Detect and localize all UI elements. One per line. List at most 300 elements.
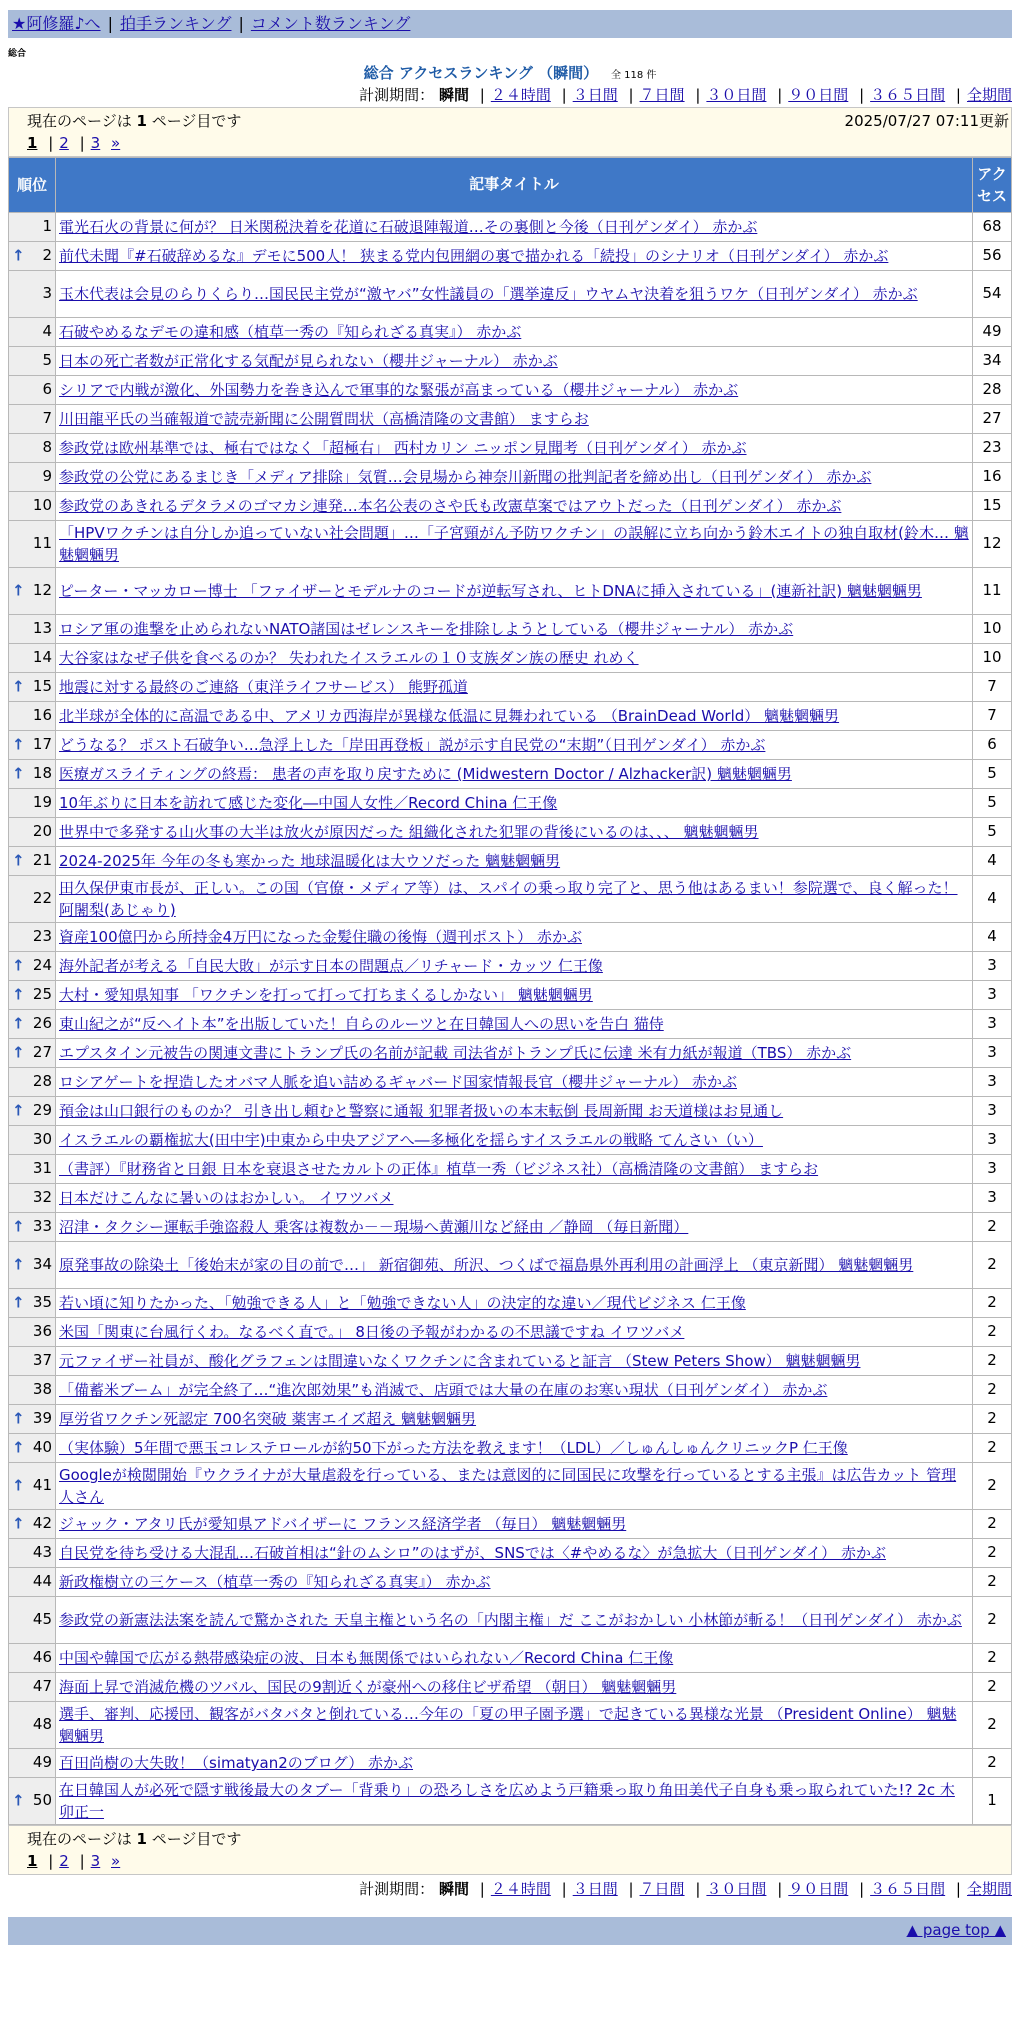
table-row — [9, 1405, 1012, 1434]
table-row — [9, 847, 1012, 876]
table-row — [9, 1463, 1012, 1510]
rank-cell — [9, 242, 56, 271]
article-link[interactable]: 田久保伊東市長が、正しい。この国（官僚・メディア等）は、スパイの乗っ取り完了と、思う他はあるまい！参院選で、良く解った！ 阿闍梨(あじゃり) — [59, 879, 958, 919]
rank-number: 31 — [32, 1159, 52, 1178]
table-row — [9, 242, 1012, 271]
rank-cell — [9, 1463, 56, 1510]
pager-bottom — [8, 1825, 1012, 1875]
rank-cell — [9, 1010, 56, 1039]
table-row — [9, 521, 1012, 568]
title-cell — [56, 818, 973, 847]
updated-timestamp: 2025/07/27 07:11更新 — [844, 112, 1009, 130]
access-count: 3 — [973, 981, 1012, 1010]
table-row — [9, 405, 1012, 434]
title-cell — [56, 318, 973, 347]
title-cell — [56, 568, 973, 615]
article-link[interactable]: 医療ガスライティングの終焉： 患者の声を取り戻すために (Midwestern Doctor / Alzhacker訳) 魑魅魍魎男 — [59, 765, 792, 783]
rank-cell — [9, 1510, 56, 1539]
rank-cell — [9, 1318, 56, 1347]
article-link[interactable]: ジャック・アタリ氏が愛知県アドバイザーに フランス経済学者 （毎日） 魑魅魍魎男 — [59, 1515, 627, 1533]
article-link[interactable]: ロシアゲートを捏造したオバマ人脈を追い詰めるギャバード国家情報長官（櫻井ジャーナル） 赤かぶ — [59, 1073, 737, 1091]
table-row — [9, 702, 1012, 731]
rank-number: 47 — [32, 1677, 52, 1696]
rank-number: 15 — [32, 677, 52, 696]
rank-up-arrow-icon: ↑ — [12, 1438, 25, 1457]
access-count: 10 — [973, 644, 1012, 673]
article-link[interactable]: （実体験）5年間で悪玉コレステロールが約50下がった方法を教えます！（LDL）／しゅんしゅんクリニックP 仁王像 — [59, 1439, 848, 1457]
article-link[interactable]: 在日韓国人が必死で隠す戦後最大のタブー「背乗り」の恐ろしさを広めよう戸籍乗っ取り角田美代子自身も乗っ取られていた!? 2c 木卯正一 — [59, 1781, 955, 1821]
rank-number: 44 — [32, 1572, 52, 1591]
rank-number: 21 — [32, 851, 52, 870]
article-link[interactable]: 大谷家はなぜ子供を食べるのか？ 失われたイスラエルの１０支族ダン族の歴史 れめく — [59, 649, 639, 667]
access-count: 4 — [973, 847, 1012, 876]
access-count: 2 — [973, 1347, 1012, 1376]
table-row — [9, 1289, 1012, 1318]
article-link[interactable]: シリアで内戦が激化、外国勢力を巻き込んで軍事的な緊張が高まっている（櫻井ジャーナル） 赤かぶ — [59, 381, 739, 399]
rank-up-arrow-icon: ↑ — [12, 1791, 25, 1810]
title-cell — [56, 271, 973, 318]
rank-up-arrow-icon: ↑ — [12, 1217, 25, 1236]
pager-top — [8, 107, 1012, 157]
table-row — [9, 1039, 1012, 1068]
title-cell — [56, 673, 973, 702]
rank-number: 10 — [32, 496, 52, 515]
pager-next[interactable]: » — [111, 1852, 121, 1870]
title-cell — [56, 1376, 973, 1405]
period-link-90d[interactable]: ９０日間 — [788, 1880, 849, 1898]
period-link-7d[interactable]: ７日間 — [639, 86, 685, 104]
rank-cell — [9, 1539, 56, 1568]
title-cell — [56, 1155, 973, 1184]
rank-cell — [9, 1702, 56, 1749]
rank-cell — [9, 521, 56, 568]
title-cell — [56, 1749, 973, 1778]
access-count: 4 — [973, 876, 1012, 923]
rank-number: 24 — [32, 956, 52, 975]
access-count: 27 — [973, 405, 1012, 434]
access-count: 7 — [973, 673, 1012, 702]
separator: | — [955, 1880, 961, 1898]
table-row — [9, 318, 1012, 347]
pager-link-2[interactable]: 2 — [59, 134, 69, 152]
table-row — [9, 1242, 1012, 1289]
period-link-all[interactable]: 全期間 — [966, 86, 1012, 104]
page-top-link[interactable]: ▲ page top ▲ — [906, 1921, 1006, 1940]
period-label: 計測期間： — [359, 1880, 435, 1898]
article-link[interactable]: 川田龍平氏の当確報道で読売新聞に公開質問状（高橋清隆の文書館） ますらお — [59, 410, 589, 428]
access-count: 11 — [973, 568, 1012, 615]
separator: | — [628, 1880, 634, 1898]
separator: | — [48, 1852, 54, 1870]
title-cell — [56, 644, 973, 673]
pager-link-3[interactable]: 3 — [90, 134, 101, 152]
title-cell — [56, 923, 973, 952]
access-count: 2 — [973, 1597, 1012, 1644]
rank-cell — [9, 731, 56, 760]
rank-cell — [9, 876, 56, 923]
rank-number: 50 — [32, 1791, 52, 1810]
section-label: 総合 — [8, 49, 27, 59]
separator: | — [628, 86, 634, 104]
article-link[interactable]: 海外記者が考える「自民大敗」が示す日本の問題点／リチャード・カッツ 仁王像 — [59, 957, 603, 975]
title-cell — [56, 1097, 973, 1126]
access-count: 68 — [973, 213, 1012, 242]
article-link[interactable]: 「HPVワクチンは自分しか追っていない社会問題」…「子宮頸がん予防ワクチン」の誤解に立ち向かう鈴木エイトの独自取材(鈴木… 魑魅魍魎男 — [59, 524, 969, 564]
table-row — [9, 876, 1012, 923]
table-row — [9, 1347, 1012, 1376]
separator: | — [561, 1880, 567, 1898]
access-count: 5 — [973, 818, 1012, 847]
table-row — [9, 1539, 1012, 1568]
access-count: 3 — [973, 1097, 1012, 1126]
article-link[interactable]: どうなる？ ポスト石破争い…急浮上した「岸田再登板」説が示す自民党の“末期”（日刊ゲンダイ） 赤かぶ — [59, 736, 766, 754]
page-status-number: 1 — [136, 112, 147, 130]
rank-number: 40 — [32, 1438, 52, 1457]
table-row — [9, 463, 1012, 492]
table-row — [9, 1318, 1012, 1347]
rank-up-arrow-icon: ↑ — [12, 1476, 25, 1495]
article-link[interactable]: 参政党のあきれるデタラメのゴマカシ連発…本名公表のさや氏も改憲草案ではアウトだった（日刊ゲンダイ） 赤かぶ — [59, 497, 842, 515]
period-selector — [8, 83, 1012, 107]
separator: | — [777, 86, 783, 104]
page-status-suffix: ページ目です — [151, 112, 242, 130]
rank-up-arrow-icon: ↑ — [12, 1101, 25, 1120]
top-nav-bar — [8, 10, 1012, 38]
rank-number: 49 — [32, 1753, 52, 1772]
comment-ranking-link[interactable]: コメント数ランキング — [250, 13, 411, 33]
back-link[interactable]: ★阿修羅♪へ — [12, 13, 101, 33]
article-link[interactable]: 自民党を待ち受ける大混乱…石破首相は“針のムシロ”のはずが、SNSでは〈#やめるな〉が急拡大（日刊ゲンダイ） 赤かぶ — [59, 1544, 886, 1562]
article-link[interactable]: 世界中で多発する山火事の大半は放火が原因だった 組織化された犯罪の背後にいるのは、、、 魑魅魍魎男 — [59, 823, 759, 841]
rank-number: 26 — [32, 1014, 52, 1033]
title-cell — [56, 213, 973, 242]
rank-number: 14 — [32, 648, 52, 667]
rank-cell — [9, 1213, 56, 1242]
title-cell — [56, 876, 973, 923]
article-link[interactable]: 10年ぶりに日本を訪れて感じた変化―中国人女性／Record China 仁王像 — [59, 794, 558, 812]
article-link[interactable]: 大村・愛知県知事 「ワクチンを打って打って打ちまくるしかない」 魑魅魍魎男 — [59, 986, 593, 1004]
access-count: 3 — [973, 1126, 1012, 1155]
period-link-30d[interactable]: ３０日間 — [706, 1880, 767, 1898]
separator: | — [561, 86, 567, 104]
rank-number: 38 — [32, 1380, 52, 1399]
period-link-365d[interactable]: ３６５日間 — [870, 86, 946, 104]
table-row — [9, 1213, 1012, 1242]
rank-up-arrow-icon: ↑ — [12, 1014, 25, 1033]
rank-number: 22 — [32, 889, 52, 908]
access-count: 2 — [973, 1644, 1012, 1673]
access-count: 2 — [973, 1702, 1012, 1749]
table-row — [9, 1155, 1012, 1184]
separator: | — [48, 134, 54, 152]
article-link[interactable]: Googleが検閲開始『ウクライナが大量虐殺を行っている、または意図的に同国民に攻撃を行っているとする主張』は広告カット 管理人さん — [59, 1466, 957, 1506]
title-cell — [56, 1010, 973, 1039]
article-link[interactable]: ロシア軍の進撃を止められないNATO諸国はゼレンスキーを排除しようとしている（櫻井ジャーナル） 赤かぶ — [59, 620, 794, 638]
rank-cell — [9, 1126, 56, 1155]
article-link[interactable]: 北半球が全体的に高温である中、アメリカ西海岸が異様な低温に見舞われている （BrainDead World） 魑魅魍魎男 — [59, 707, 840, 725]
rank-cell — [9, 1597, 56, 1644]
table-row — [9, 789, 1012, 818]
rank-number: 23 — [32, 927, 52, 946]
article-link[interactable]: エプスタイン元被告の関連文書にトランプ氏の名前が記載 司法省がトランプ氏に伝達 米有力紙が報道（TBS） 赤かぶ — [59, 1044, 852, 1062]
clap-ranking-link[interactable]: 拍手ランキング — [119, 13, 232, 33]
rank-cell — [9, 1434, 56, 1463]
separator: | — [777, 1880, 783, 1898]
access-count: 23 — [973, 434, 1012, 463]
rank-number: 36 — [32, 1322, 52, 1341]
table-row — [9, 981, 1012, 1010]
title-cell — [56, 434, 973, 463]
article-link[interactable]: （書評）『財務省と日銀 日本を衰退させたカルトの正体』植草一秀（ビジネス社）（高橋清隆の文書館） ますらお — [59, 1160, 819, 1178]
article-link[interactable]: 参政党の新憲法法案を読んで驚かされた 天皇主権という名の「内閣主権」だ ここがおかしい 小林節が斬る！（日刊ゲンダイ） 赤かぶ — [59, 1611, 962, 1629]
title-cell — [56, 521, 973, 568]
table-row — [9, 818, 1012, 847]
access-count: 54 — [973, 271, 1012, 318]
title-cell — [56, 1347, 973, 1376]
access-count: 2 — [973, 1749, 1012, 1778]
period-link-24h[interactable]: ２４時間 — [490, 1880, 551, 1898]
rank-up-arrow-icon: ↑ — [12, 1043, 25, 1062]
article-link[interactable]: 沼津・タクシー運転手強盗殺人 乗客は複数か－－現場へ黄瀬川など経由 ／静岡 （毎日新聞） — [59, 1218, 689, 1236]
article-link[interactable]: 原発事故の除染土「後始末が家の目の前で…」 新宿御苑、所沢、つくばで福島県外再利用の計画浮上 （東京新聞） 魑魅魍魎男 — [59, 1256, 914, 1274]
rank-cell — [9, 644, 56, 673]
article-link[interactable]: 日本の死亡者数が正常化する気配が見られない（櫻井ジャーナル） 赤かぶ — [59, 352, 558, 370]
table-row — [9, 1376, 1012, 1405]
period-link-90d[interactable]: ９０日間 — [788, 86, 849, 104]
article-link[interactable]: 若い頃に知りたかった、「勉強できる人」と「勉強できない人」の決定的な違い／現代ビジネス 仁王像 — [59, 1294, 746, 1312]
article-link[interactable]: 電光石火の背景に何が？ 日米関税決着を花道に石破退陣報道…その裏側と今後（日刊ゲンダイ） 赤かぶ — [59, 218, 758, 236]
rank-cell — [9, 1673, 56, 1702]
title-cell — [56, 1039, 973, 1068]
table-row — [9, 1702, 1012, 1749]
table-row — [9, 271, 1012, 318]
rank-cell — [9, 1039, 56, 1068]
article-link[interactable]: 元ファイザー社員が、酸化グラフェンは間違いなくワクチンに含まれていると証言 （Stew Peters Show） 魑魅魍魎男 — [59, 1352, 861, 1370]
title-cell — [56, 492, 973, 521]
article-link[interactable]: 参政党は欧州基準では、極右ではなく「超極右」 西村カリン ニッポン見聞考（日刊ゲンダイ） 赤かぶ — [59, 439, 747, 457]
pager-next[interactable]: » — [111, 134, 121, 152]
rank-cell — [9, 981, 56, 1010]
title-cell — [56, 1597, 973, 1644]
rank-cell — [9, 1376, 56, 1405]
rank-header: 順位 — [9, 158, 56, 213]
pager-link-2[interactable]: 2 — [59, 1852, 69, 1870]
table-row — [9, 615, 1012, 644]
access-count: 2 — [973, 1318, 1012, 1347]
article-link[interactable]: 「備蓄米ブーム」が完全終了…“進次郎効果”も消滅で、店頭では大量の在庫のお寒い現状（日刊ゲンダイ） 赤かぶ — [59, 1381, 828, 1399]
period-selector-bottom — [8, 1877, 1012, 1901]
access-count: 12 — [973, 521, 1012, 568]
title-cell — [56, 789, 973, 818]
access-count: 3 — [973, 1010, 1012, 1039]
article-link[interactable]: 参政党の公党にあるまじき「メディア排除」気質…会見場から神奈川新聞の批判記者を締め出し（日刊ゲンダイ） 赤かぶ — [59, 468, 872, 486]
article-link[interactable]: 中国や韓国で広がる熱帯感染症の波、日本も無関係ではいられない／Record China 仁王像 — [59, 1649, 674, 1667]
separator: | — [479, 1880, 485, 1898]
rank-number: 27 — [32, 1043, 52, 1062]
article-link[interactable]: 2024-2025年 今年の冬も寒かった 地球温暖化は大ウソだった 魑魅魍魎男 — [59, 852, 561, 870]
table-row — [9, 1068, 1012, 1097]
rank-cell — [9, 1347, 56, 1376]
rank-number: 35 — [32, 1293, 52, 1312]
rank-number: 4 — [42, 322, 52, 341]
separator: | — [695, 1880, 701, 1898]
rank-number: 19 — [32, 793, 52, 812]
title-cell — [56, 1184, 973, 1213]
access-count: 7 — [973, 702, 1012, 731]
article-link[interactable]: ピーター・マッカロー博士 「ファイザーとモデルナのコードが逆転写され、ヒトDNAに挿入されている」(連新社訳) 魑魅魍魎男 — [59, 582, 922, 600]
period-link-all[interactable]: 全期間 — [966, 1880, 1012, 1898]
article-link[interactable]: 新政権樹立の三ケース（植草一秀の『知られざる真実』） 赤かぶ — [59, 1573, 491, 1591]
rank-up-arrow-icon: ↑ — [12, 851, 25, 870]
article-link[interactable]: 日本だけこんなに暑いのはおかしい。 イワツバメ — [59, 1189, 394, 1207]
footer-bar — [8, 1917, 1012, 1945]
rank-number: 37 — [32, 1351, 52, 1370]
rank-number: 42 — [32, 1514, 52, 1533]
rank-up-arrow-icon: ↑ — [12, 246, 25, 265]
article-link[interactable]: 米国「関東に台風行くわ。なるべく直で。」 8日後の予報がわかるの不思議ですね イワツバメ — [59, 1323, 685, 1341]
rank-up-arrow-icon: ↑ — [12, 764, 25, 783]
article-link[interactable]: 百田尚樹の大失敗！（simatyan2のブログ） 赤かぶ — [59, 1754, 414, 1772]
access-count: 34 — [973, 347, 1012, 376]
rank-number: 8 — [42, 438, 52, 457]
total-count: 全 118 件 — [610, 70, 657, 81]
access-count: 2 — [973, 1463, 1012, 1510]
table-row — [9, 1673, 1012, 1702]
rank-up-arrow-icon: ↑ — [12, 581, 25, 600]
title-cell — [56, 405, 973, 434]
title-cell — [56, 1702, 973, 1749]
access-count: 2 — [973, 1434, 1012, 1463]
rank-cell — [9, 492, 56, 521]
pager-current: 1 — [27, 1852, 38, 1870]
rank-number: 43 — [32, 1543, 52, 1562]
table-row — [9, 731, 1012, 760]
separator: | — [79, 134, 85, 152]
access-count: 15 — [973, 492, 1012, 521]
rank-cell — [9, 615, 56, 644]
separator: | — [238, 13, 244, 33]
separator: | — [695, 86, 701, 104]
rank-number: 32 — [32, 1188, 52, 1207]
access-count: 28 — [973, 376, 1012, 405]
article-link[interactable]: 預金は山口銀行のものか？ 引き出し頼むと警察に通報 犯罪者扱いの本末転倒 長周新聞 お天道様はお見通し — [59, 1102, 784, 1120]
period-label: 計測期間： — [359, 86, 435, 104]
rank-number: 39 — [32, 1409, 52, 1428]
page-status-number: 1 — [136, 1830, 147, 1848]
article-link[interactable]: 海面上昇で消滅危機のツバル、国民の9割近くが豪州への移住ビザ希望 （朝日） 魑魅魍魎男 — [59, 1678, 677, 1696]
article-link[interactable]: 東山紀之が“反ヘイト本”を出版していた！自らのルーツと在日韓国人への思いを告白 猫侍 — [59, 1015, 664, 1033]
access-count: 6 — [973, 731, 1012, 760]
ranking-heading — [8, 63, 1012, 83]
table-row — [9, 1778, 1012, 1825]
page-title: 総合 アクセスランキング （瞬間） — [363, 64, 599, 82]
access-header: アクセス — [973, 158, 1012, 213]
title-cell — [56, 1405, 973, 1434]
page-status — [27, 1828, 241, 1850]
title-cell — [56, 1068, 973, 1097]
title-cell — [56, 731, 973, 760]
table-row — [9, 1184, 1012, 1213]
rank-number: 7 — [42, 409, 52, 428]
table-row — [9, 673, 1012, 702]
period-link-24h[interactable]: ２４時間 — [490, 86, 551, 104]
article-link[interactable]: 厚労省ワクチン死認定 700名突破 薬害エイズ超え 魑魅魍魎男 — [59, 1410, 477, 1428]
period-current: 瞬間 — [438, 1880, 469, 1898]
rank-up-arrow-icon: ↑ — [12, 677, 25, 696]
rank-number: 16 — [32, 706, 52, 725]
period-link-365d[interactable]: ３６５日間 — [870, 1880, 946, 1898]
title-header: 記事タイトル — [56, 158, 973, 213]
rank-cell — [9, 1749, 56, 1778]
period-link-3d[interactable]: ３日間 — [572, 86, 618, 104]
period-link-30d[interactable]: ３０日間 — [706, 86, 767, 104]
access-count: 10 — [973, 615, 1012, 644]
table-row — [9, 1010, 1012, 1039]
title-cell — [56, 1213, 973, 1242]
access-count: 3 — [973, 1155, 1012, 1184]
separator: | — [859, 86, 865, 104]
rank-cell — [9, 1405, 56, 1434]
title-cell — [56, 981, 973, 1010]
rank-number: 30 — [32, 1130, 52, 1149]
rank-cell — [9, 952, 56, 981]
rank-number: 25 — [32, 985, 52, 1004]
title-cell — [56, 376, 973, 405]
title-cell — [56, 1778, 973, 1825]
article-link[interactable]: イスラエルの覇権拡大(田中宇)中東から中央アジアへ―多極化を揺らすイスラエルの戦略 てんさい（い） — [59, 1131, 763, 1149]
rank-cell — [9, 568, 56, 615]
table-row — [9, 644, 1012, 673]
rank-number: 3 — [42, 284, 52, 303]
rank-cell — [9, 702, 56, 731]
access-count: 56 — [973, 242, 1012, 271]
separator: | — [859, 1880, 865, 1898]
rank-cell — [9, 434, 56, 463]
rank-number: 48 — [32, 1715, 52, 1734]
rank-number: 12 — [32, 581, 52, 600]
rank-number: 6 — [42, 380, 52, 399]
article-link[interactable]: 石破やめるなデモの違和感（植草一秀の『知られざる真実』） 赤かぶ — [59, 323, 522, 341]
period-link-3d[interactable]: ３日間 — [572, 1880, 618, 1898]
article-link[interactable]: 地震に対する最終のご連絡（東洋ライフサービス） 熊野孤道 — [59, 678, 468, 696]
title-cell — [56, 1510, 973, 1539]
table-row — [9, 760, 1012, 789]
rank-up-arrow-icon: ↑ — [12, 1514, 25, 1533]
rank-cell — [9, 347, 56, 376]
access-count: 16 — [973, 463, 1012, 492]
access-count: 2 — [973, 1510, 1012, 1539]
article-link[interactable]: 選手、審判、応援団、観客がバタバタと倒れている…今年の「夏の甲子園予選」で起きている異様な光景 （President Online） 魑魅魍魎男 — [59, 1705, 957, 1745]
rank-up-arrow-icon: ↑ — [12, 1255, 25, 1274]
rank-up-arrow-icon: ↑ — [12, 985, 25, 1004]
table-row — [9, 434, 1012, 463]
table-row — [9, 213, 1012, 242]
rank-up-arrow-icon: ↑ — [12, 1293, 25, 1312]
pager-link-3[interactable]: 3 — [90, 1852, 101, 1870]
rank-cell — [9, 673, 56, 702]
article-link[interactable]: 玉木代表は会見のらりくらり…国民民主党が“激ヤバ”女性議員の「選挙違反」ウヤムヤ決着を狙うワケ（日刊ゲンダイ） 赤かぶ — [59, 285, 918, 303]
table-row — [9, 568, 1012, 615]
article-link[interactable]: 資産100億円から所持金4万円になった金髪住職の後悔（週刊ポスト） 赤かぶ — [59, 928, 582, 946]
period-link-7d[interactable]: ７日間 — [639, 1880, 685, 1898]
article-link[interactable]: 前代未聞『#石破辞めるな』デモに500人！ 狭まる党内包囲網の裏で描かれる「続投」のシナリオ（日刊ゲンダイ） 赤かぶ — [59, 247, 889, 265]
title-cell — [56, 615, 973, 644]
title-cell — [56, 952, 973, 981]
rank-cell — [9, 1155, 56, 1184]
rank-cell — [9, 1097, 56, 1126]
access-count: 2 — [973, 1242, 1012, 1289]
rank-number: 34 — [32, 1255, 52, 1274]
